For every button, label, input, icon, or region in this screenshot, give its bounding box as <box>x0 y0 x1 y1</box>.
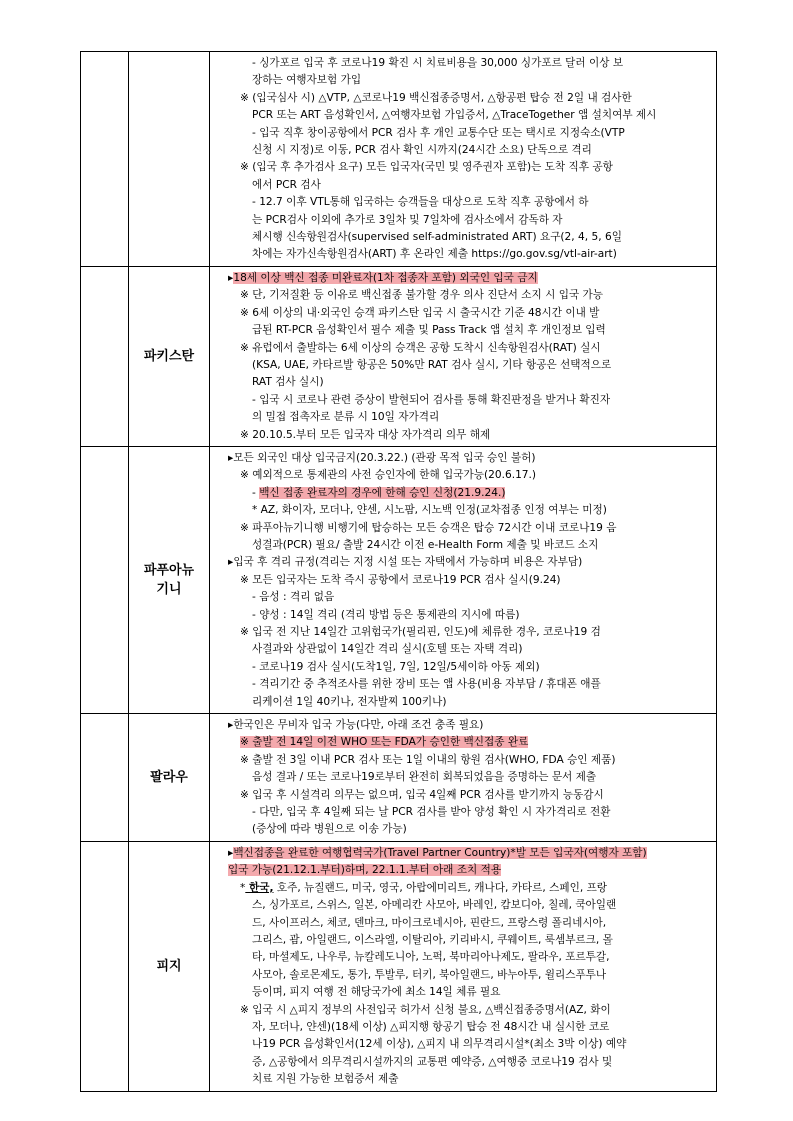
detail-line <box>216 357 711 374</box>
line-text: 스, 싱가포르, 스위스, 일본, 아메리칸 사모아, 바레인, 캄보디아, 칠레, 쿡아일랜 <box>252 899 617 912</box>
detail-line <box>216 769 711 786</box>
detail-line <box>216 572 711 589</box>
detail-line <box>216 537 711 554</box>
highlighted-text: ※ 출발 전 14일 이전 WHO 또는 FDA가 승인한 백신접종 완료 <box>240 736 529 749</box>
detail-line <box>216 520 711 537</box>
detail-line <box>216 502 711 519</box>
line-text: * <box>240 881 246 894</box>
details-cell <box>210 446 717 713</box>
line-text: 신청 시 지정)로 이동, PCR 검사 확인 시까지(24시간 소요) 단독으로 격리 <box>252 144 592 157</box>
details-cell <box>210 266 717 446</box>
detail-line <box>216 55 711 72</box>
detail-line <box>216 897 711 914</box>
detail-line <box>216 177 711 194</box>
detail-line <box>216 932 711 949</box>
line-text: ※ 파푸아뉴기니행 비행기에 탑승하는 모든 승객은 탑승 72시간 이내 코로나19 음 <box>240 521 617 534</box>
line-text: 의 밀접 접촉자로 분류 시 10일 자가격리 <box>252 411 440 424</box>
line-text: * AZ, 화이자, 모더나, 얀센, 시노팜, 시노백 인정(교차접종 인정 여부는 미정) <box>252 504 607 517</box>
detail-line <box>216 752 711 769</box>
highlighted-text: 백신 접종 완료자의 경우에 한해 승인 신청(21.9.24.) <box>259 486 506 499</box>
country-name: 피지 <box>156 958 182 974</box>
detail-line <box>216 125 711 142</box>
country-row <box>81 446 717 713</box>
detail-line <box>216 409 711 426</box>
detail-line <box>216 589 711 606</box>
detail-line <box>216 949 711 966</box>
line-text: - 싱가포르 입국 후 코로나19 확진 시 치료비용을 30,000 싱가포르 달러 이상 보 <box>252 57 624 69</box>
detail-line <box>216 694 711 711</box>
blank-cell <box>81 446 129 713</box>
country-name-cell <box>129 714 210 842</box>
detail-line <box>216 90 711 107</box>
detail-line <box>216 880 711 897</box>
detail-line <box>216 1002 711 1019</box>
line-text: 타, 마셜제도, 나우루, 뉴칼레도니아, 노퍽, 북마리아나제도, 팔라우, 포르투갈, <box>252 951 610 964</box>
detail-line <box>216 212 711 229</box>
line-text-rest: 호주, 뉴질랜드, 미국, 영국, 아랍에미리트, 캐나다, 카타르, 스페인, 프랑 <box>273 881 608 894</box>
line-text: 치료 지원 가능한 보험증서 제출 <box>252 1073 399 1086</box>
detail-line <box>216 374 711 391</box>
country-row <box>81 714 717 842</box>
detail-line <box>216 967 711 984</box>
line-text: (증상에 따라 병원으로 이송 가능) <box>252 823 407 836</box>
line-text: (KSA, UAE, 카타르발 항공은 50%만 RAT 검사 실시, 기타 항공은 선택적으로 <box>252 358 612 371</box>
line-text: ※ 예외적으로 통제관의 사전 승인자에 한해 입국가능(20.6.17.) <box>240 469 537 482</box>
detail-line <box>216 72 711 89</box>
line-text: - 격리기간 중 추적조사를 위한 장비 또는 앱 사용(비용 자부담 / 휴대폰 애플 <box>252 678 601 691</box>
detail-line <box>216 1054 711 1071</box>
line-text: RAT 검사 실시) <box>252 376 324 389</box>
detail-line <box>216 554 711 571</box>
line-text: 에서 PCR 검사 <box>252 178 321 191</box>
line-text: PCR 또는 ART 음성확인서, △여행자보험 가입증서, △TraceTogether 앱 설치여부 제시 <box>252 109 657 122</box>
detail-line <box>216 804 711 821</box>
line-text: - <box>252 486 260 499</box>
detail-line <box>216 1036 711 1053</box>
country-name-cell <box>129 446 210 713</box>
highlighted-text: 입국 가능(21.12.1.부터)하며, 22.1.1.부터 아래 조치 적용 <box>228 864 502 877</box>
detail-line <box>216 1071 711 1088</box>
detail-line <box>216 641 711 658</box>
blank-cell <box>81 714 129 842</box>
country-name: 파키스탄 <box>143 348 195 364</box>
line-text: 드, 사이프러스, 체코, 덴마크, 마이크로네시아, 핀란드, 프랑스령 폴리네시아, <box>252 916 607 929</box>
line-text: 급된 RT-PCR 음성확인서 필수 제출 및 Pass Track 앱 설치 후 개인정보 입력 <box>252 324 606 337</box>
line-text: - 입국 시 코로나 관련 증상이 발현되어 검사를 통해 확진판정을 받거나 확진자 <box>252 393 611 406</box>
line-text: 리케이션 1일 40키나, 전자발찌 100키나) <box>252 695 447 708</box>
line-text: ※ 출발 전 3일 이내 PCR 검사 또는 1일 이내의 항원 검사(WHO, FDA 승인 제품) <box>240 753 616 766</box>
line-text: 성결과(PCR) 필요/ 출발 24시간 이전 e-Health Form 제출 및 바코드 소지 <box>252 538 599 551</box>
highlighted-text: 18세 이상 백신 접종 미완료자(1차 접종자 포함) 외국인 입국 금지 <box>233 271 538 284</box>
line-text: ※ 단, 기저질환 등 이유로 백신접종 불가할 경우 의사 진단서 소지 시 입국 가능 <box>240 289 604 302</box>
line-text: 그리스, 괌, 아일랜드, 이스라엘, 이탈리아, 키리바시, 쿠웨이트, 룩셈부르크, 몰 <box>252 933 613 946</box>
line-text: 체시행 신속항원검사(supervised self-administrated ART) 요구(2, 4, 5, 6일 <box>252 231 622 244</box>
detail-line <box>216 427 711 444</box>
line-text: 사모아, 솔로몬제도, 통가, 투발루, 터키, 북아일랜드, 바누아투, 윌리스푸투나 <box>252 968 607 981</box>
country-row <box>81 52 717 267</box>
line-text: 차에는 자가신속항원검사(ART) 후 온라인 제출 https://go.gov.sg/vtl-air-art) <box>252 248 617 261</box>
details-cell <box>210 841 717 1091</box>
line-text: ▸입국 후 격리 규정(격리는 지정 시설 또는 자택에서 가능하며 비용은 자부담) <box>228 556 583 569</box>
blank-cell <box>81 266 129 446</box>
detail-line <box>216 821 711 838</box>
emphasized-text: 한국, <box>245 881 274 894</box>
detail-line <box>216 450 711 467</box>
country-row <box>81 266 717 446</box>
line-text: 나19 PCR 음성확인서(12세 이상), △피지 내 의무격리시설*(최소 3박 이상) 예약 <box>252 1038 627 1051</box>
line-text: - 코로나19 검사 실시(도착1일, 7일, 12일/5세이하 아동 제외) <box>252 660 540 673</box>
detail-line <box>216 107 711 124</box>
line-text: ▸ <box>228 846 234 859</box>
detail-line <box>216 485 711 502</box>
detail-line <box>216 845 711 862</box>
detail-line <box>216 270 711 287</box>
line-text: 는 PCR검사 이외에 추가로 3일차 및 7일차에 검사소에서 감독하 자 <box>252 213 563 226</box>
line-text: - 음성 : 격리 없음 <box>252 591 335 604</box>
detail-line <box>216 159 711 176</box>
blank-cell <box>81 52 129 267</box>
detail-line <box>216 676 711 693</box>
detail-line <box>216 915 711 932</box>
line-text: 장하는 여행자보험 가입 <box>252 74 362 87</box>
detail-line <box>216 717 711 734</box>
detail-line <box>216 1019 711 1036</box>
line-text: 음성 결과 / 또는 코로나19로부터 완전히 회복되었음을 증명하는 문서 제출 <box>252 771 597 784</box>
line-text: - 입국 직후 창이공항에서 PCR 검사 후 개인 교통수단 또는 택시로 지정숙소(VTP <box>252 126 625 139</box>
line-text: ※ (입국 후 추가검사 요구) 모든 입국자(국민 및 영주권자 포함)는 도착 직후 공항 <box>240 161 613 174</box>
detail-line <box>216 734 711 751</box>
line-text: 사결과와 상관없이 14일간 격리 실시(호텔 또는 자택 격리) <box>252 643 523 656</box>
detail-line <box>216 287 711 304</box>
line-text: 자, 모더나, 얀센)(18세 이상) △피지행 항공기 탑승 전 48시간 내 실시한 코로 <box>252 1020 610 1033</box>
detail-line <box>216 142 711 159</box>
detail-line <box>216 862 711 879</box>
detail-line <box>216 467 711 484</box>
line-text: ※ 6세 이상의 내·외국인 승객 파키스탄 입국 시 출국시간 기준 48시간 이내 발 <box>240 306 600 319</box>
country-name: 파푸아뉴 기니 <box>143 562 195 597</box>
detail-line <box>216 229 711 246</box>
detail-line <box>216 392 711 409</box>
line-text: ▸ <box>228 271 234 284</box>
country-name-cell <box>129 266 210 446</box>
detail-line <box>216 659 711 676</box>
detail-line <box>216 194 711 211</box>
detail-line <box>216 340 711 357</box>
detail-line <box>216 787 711 804</box>
line-text: ※ 유럽에서 출발하는 6세 이상의 승객은 공항 도착시 신속항원검사(RAT) 실시 <box>240 341 601 354</box>
detail-line <box>216 322 711 339</box>
line-text: 증, △공항에서 의무격리시설까지의 교통편 예약증, △여행중 코로나19 검사 및 <box>252 1055 613 1068</box>
highlighted-text: 백신접종을 완료한 여행협력국가(Travel Partner Country)*발 모든 입국자(여행자 포함) <box>233 846 647 859</box>
line-text: ※ (입국심사 시) △VTP, △코로나19 백신접종증명서, △항공편 탑승 전 2일 내 검사한 <box>240 91 632 104</box>
detail-line <box>216 607 711 624</box>
line-text: ※ 입국 전 지난 14일간 고위험국가(필리핀, 인도)에 체류한 경우, 코로나19 검 <box>240 626 601 638</box>
detail-line <box>216 246 711 263</box>
country-name-cell <box>129 52 210 267</box>
line-text: ▸한국인은 무비자 입국 가능(다만, 아래 조건 충족 필요) <box>228 719 484 732</box>
line-text: ※ 20.10.5.부터 모든 입국자 대상 자가격리 의무 해제 <box>240 428 491 441</box>
line-text: 등이며, 피지 여행 전 해당국가에 최소 14일 체류 필요 <box>252 986 501 999</box>
detail-line <box>216 305 711 322</box>
blank-cell <box>81 841 129 1091</box>
line-text: ▸모든 외국인 대상 입국금지(20.3.22.) (관광 목적 입국 승인 불허) <box>228 451 536 464</box>
line-text: - 12.7 이후 VTL통해 입국하는 승객들을 대상으로 도착 직후 공항에서 하 <box>252 196 589 209</box>
line-text: - 양성 : 14일 격리 (격리 방법 등은 통제관의 지시에 따름) <box>252 608 520 621</box>
line-text: ※ 입국 시 △피지 정부의 사전입국 허가서 신청 불요, △백신접종증명서(AZ, 화이 <box>240 1003 611 1016</box>
country-row <box>81 841 717 1091</box>
country-name: 팔라우 <box>150 769 188 785</box>
line-text: - 다만, 입국 후 4일째 되는 날 PCR 검사를 받아 양성 확인 시 자가격리로 전환 <box>252 806 611 819</box>
detail-line <box>216 984 711 1001</box>
line-text: ※ 입국 후 시설격리 의무는 없으며, 입국 4일째 PCR 검사를 받기까지 능동감시 <box>240 788 604 801</box>
travel-restrictions-table <box>80 51 717 1092</box>
line-text: ※ 모든 입국자는 도착 즉시 공항에서 코로나19 PCR 검사 실시(9.24) <box>240 573 561 586</box>
details-cell <box>210 714 717 842</box>
details-cell <box>210 52 717 267</box>
country-name-cell <box>129 841 210 1091</box>
detail-line <box>216 624 711 641</box>
